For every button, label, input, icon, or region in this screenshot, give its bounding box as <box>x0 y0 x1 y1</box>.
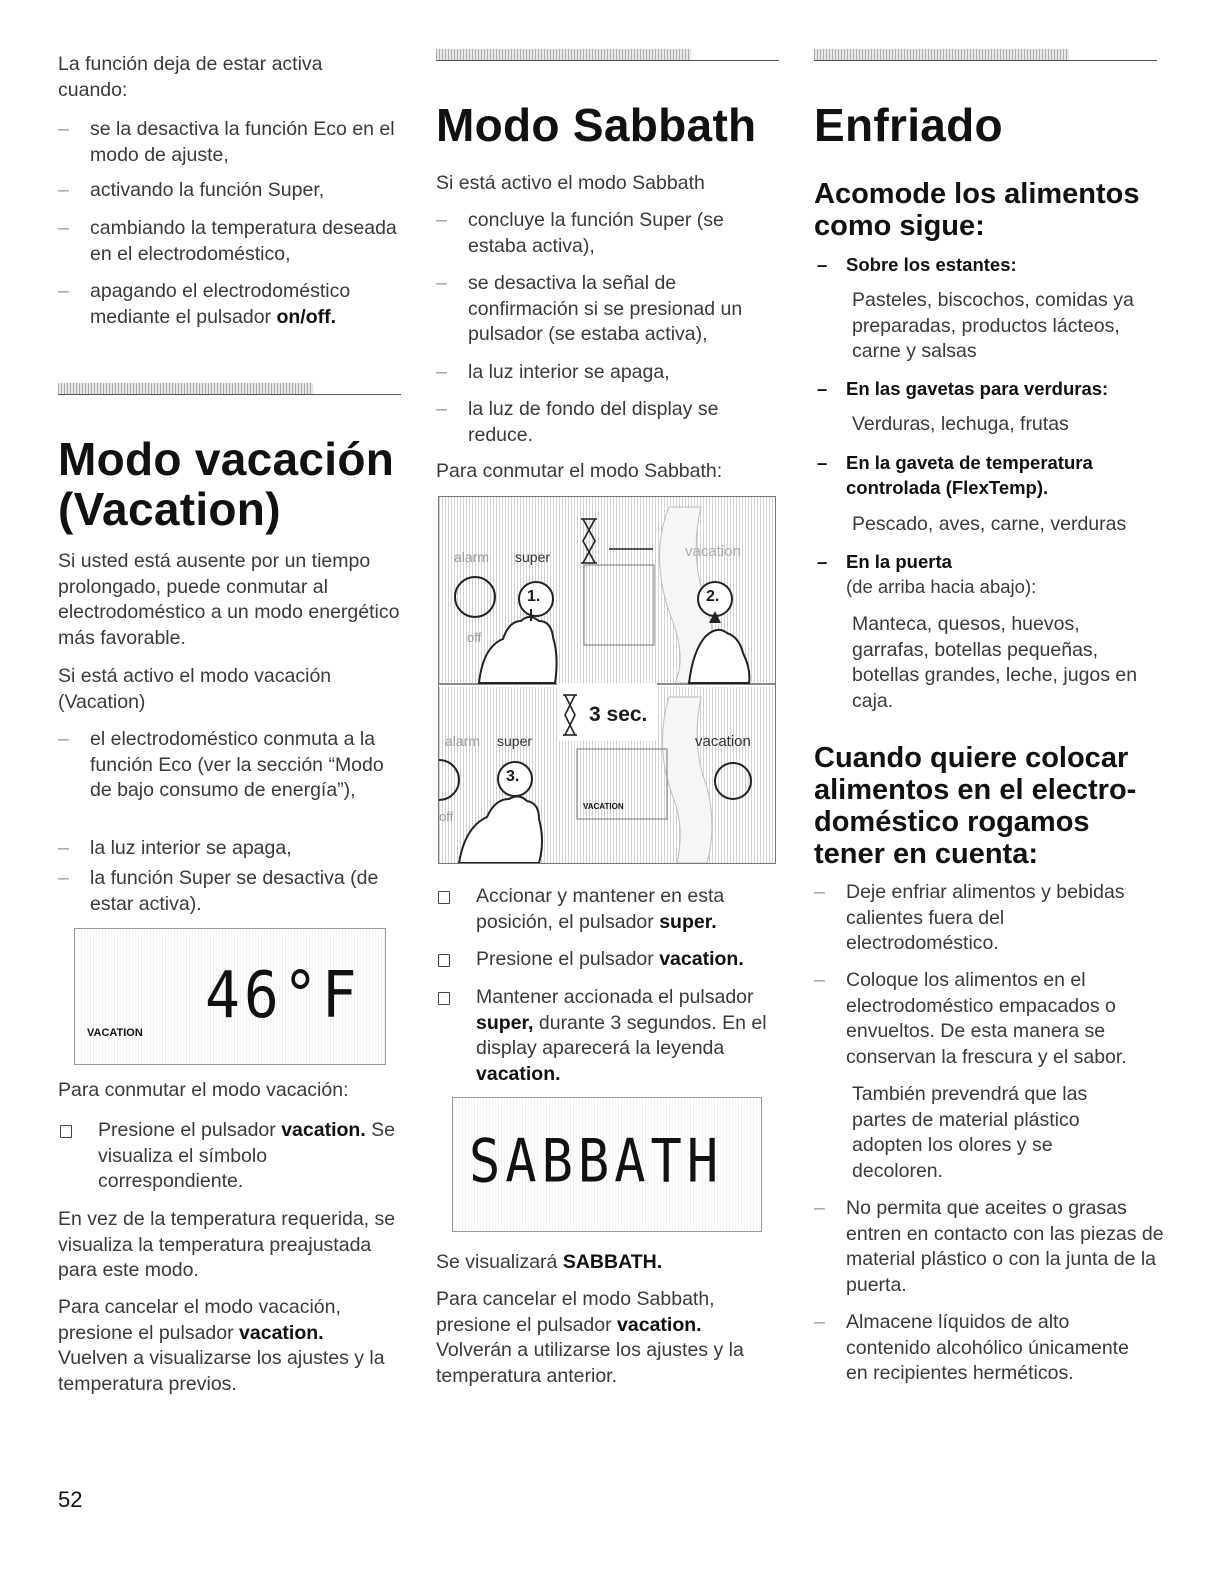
super-label-2: super <box>497 733 533 749</box>
list-item: – Coloque los alimentos en el electrodoméstico empacados o envueltos. De esta manera se conservan la frescura y el sabor. <box>814 968 1166 1070</box>
checklist-item: Mantener accionada el pulsador super, durante 3 segundos. En el display aparecerá la leyenda vacation. <box>436 985 786 1087</box>
alarm-label-2: alarm <box>445 733 481 749</box>
super-label: super <box>515 549 551 565</box>
list-item: – Almacene líquidos de alto contenido alcohólico únicamente en recipientes herméticos. <box>814 1310 1136 1387</box>
vacation-active-text: Si está activo el modo vacación (Vacation) <box>58 665 332 713</box>
note-text: También prevendrá que las partes de material plástico adopten los olores y se decoloren. <box>852 1083 1088 1182</box>
sabbath-intro: Si está activo el modo Sabbath <box>436 172 705 194</box>
flextemp-heading: – En la gaveta de temperatura controlada (FlexTemp). <box>814 450 1161 500</box>
placing-heading: Cuando quiere colocar alimentos en el electro-doméstico rogamos tener en cuenta: <box>814 742 1137 870</box>
three-seconds-label: 3 sec. <box>589 703 648 726</box>
step-1-marker: 1. <box>527 588 541 605</box>
vacation-switch-text: Para conmutar el modo vacación: <box>58 1079 349 1101</box>
alarm-label: alarm <box>454 549 490 565</box>
sabbath-illustration <box>438 496 776 864</box>
door-text: Manteca, quesos, huevos, garrafas, botellas pequeñas, botellas grandes, leche, jugos en caja. <box>852 613 1138 712</box>
display-temperature: 46°F <box>205 957 361 1033</box>
vacation-title: Modo vacación (Vacation) <box>58 433 395 535</box>
list-item: – la luz interior se apaga, <box>58 836 402 862</box>
step-2-marker: 2. <box>706 588 720 605</box>
section-rule <box>436 48 779 61</box>
vacation-temp-text: En vez de la temperatura requerida, se visualiza la temperatura preajustada para este modo. <box>58 1208 396 1281</box>
drawers-text: Verduras, lechuga, frutas <box>852 413 1069 435</box>
sabbath-display-image <box>452 1097 762 1232</box>
enfriado-title: Enfriado <box>814 99 1003 151</box>
list-item: – activando la función Super, <box>58 178 400 204</box>
flextemp-text: Pescado, aves, carne, verduras <box>852 513 1127 535</box>
list-item: – cambiando la temperatura deseada en el electrodoméstico, <box>58 216 400 267</box>
list-item: – el electrodoméstico conmuta a la función Eco (ver la sección “Modo de bajo consumo de energía”), <box>58 727 402 804</box>
intro-text: La función deja de estar activa cuando: <box>58 53 323 101</box>
list-item: – No permita que aceites o grasas entren en contacto con las piezas de material plástico o con la junta de la puerta. <box>814 1196 1166 1298</box>
list-item-text: apagando el electrodoméstico mediante el pulsador <box>90 280 351 328</box>
list-item: – se la desactiva la función Eco en el modo de ajuste, <box>58 117 400 168</box>
checklist-item: Presione el pulsador vacation. <box>436 947 786 973</box>
sabbath-shown-text: Se visualizará SABBATH. <box>436 1251 663 1273</box>
sabbath-switch-text: Para conmutar el modo Sabbath: <box>436 460 723 482</box>
section-rule <box>58 382 401 395</box>
onoff-bold: on/off. <box>276 305 337 328</box>
list-item: – Deje enfriar alimentos y bebidas calientes fuera del electrodoméstico. <box>814 880 1158 957</box>
door-heading: – En la puerta (de arriba hacia abajo): <box>814 549 1146 599</box>
display-sabbath-text: SABBATH <box>469 1127 724 1197</box>
sabbath-cancel-text: Para cancelar el modo Sabbath, presione el pulsador vacation. Volverán a utilizarse los ajustes y la temperatura anterior. <box>436 1288 744 1387</box>
arrange-heading: Acomode los alimentos como sigue: <box>814 178 1140 242</box>
off-label: off <box>467 630 482 645</box>
shelves-heading: – Sobre los estantes: <box>814 252 1166 277</box>
vacation-label: vacation <box>685 543 741 560</box>
vacation-label-2: vacation <box>695 733 751 750</box>
mini-vacation-label: VACATION <box>583 802 624 811</box>
list-item: – se desactiva la señal de confirmación si se presionad un pulsador (se estaba activa), <box>436 271 788 348</box>
drawers-heading: – En las gavetas para verduras: <box>814 376 1181 401</box>
checklist-item: Presione el pulsador vacation. Se visualiza el símbolo correspondiente. <box>58 1118 398 1195</box>
vacation-display-image <box>74 928 386 1065</box>
display-vacation-label: VACATION <box>87 1027 143 1039</box>
off-label-2: off <box>439 809 454 824</box>
list-item: – la luz interior se apaga, <box>436 360 788 386</box>
list-item <box>58 279 390 330</box>
vacation-intro: Si usted está ausente por un tiempo prolongado, puede conmutar al electrodoméstico a un modo energético más favorable. <box>58 550 400 649</box>
list-item: – concluye la función Super (se estaba activa), <box>436 208 778 259</box>
step-3-marker: 3. <box>506 768 520 785</box>
shelves-text: Pasteles, biscochos, comidas ya preparadas, productos lácteos, carne y salsas <box>852 289 1134 362</box>
sabbath-title: Modo Sabbath <box>436 99 757 151</box>
checklist-item: Accionar y mantener en esta posición, el pulsador super. <box>436 884 786 935</box>
vacation-cancel-text: Para cancelar el modo vacación, presione el pulsador vacation. Vuelven a visualizarse los ajustes y la temperatura previos. <box>58 1296 385 1395</box>
page-number: 52 <box>58 1487 83 1512</box>
list-item: – la función Super se desactiva (de estar activa). <box>58 866 402 917</box>
list-item: – la luz de fondo del display se reduce. <box>436 397 778 448</box>
section-rule <box>814 48 1157 61</box>
